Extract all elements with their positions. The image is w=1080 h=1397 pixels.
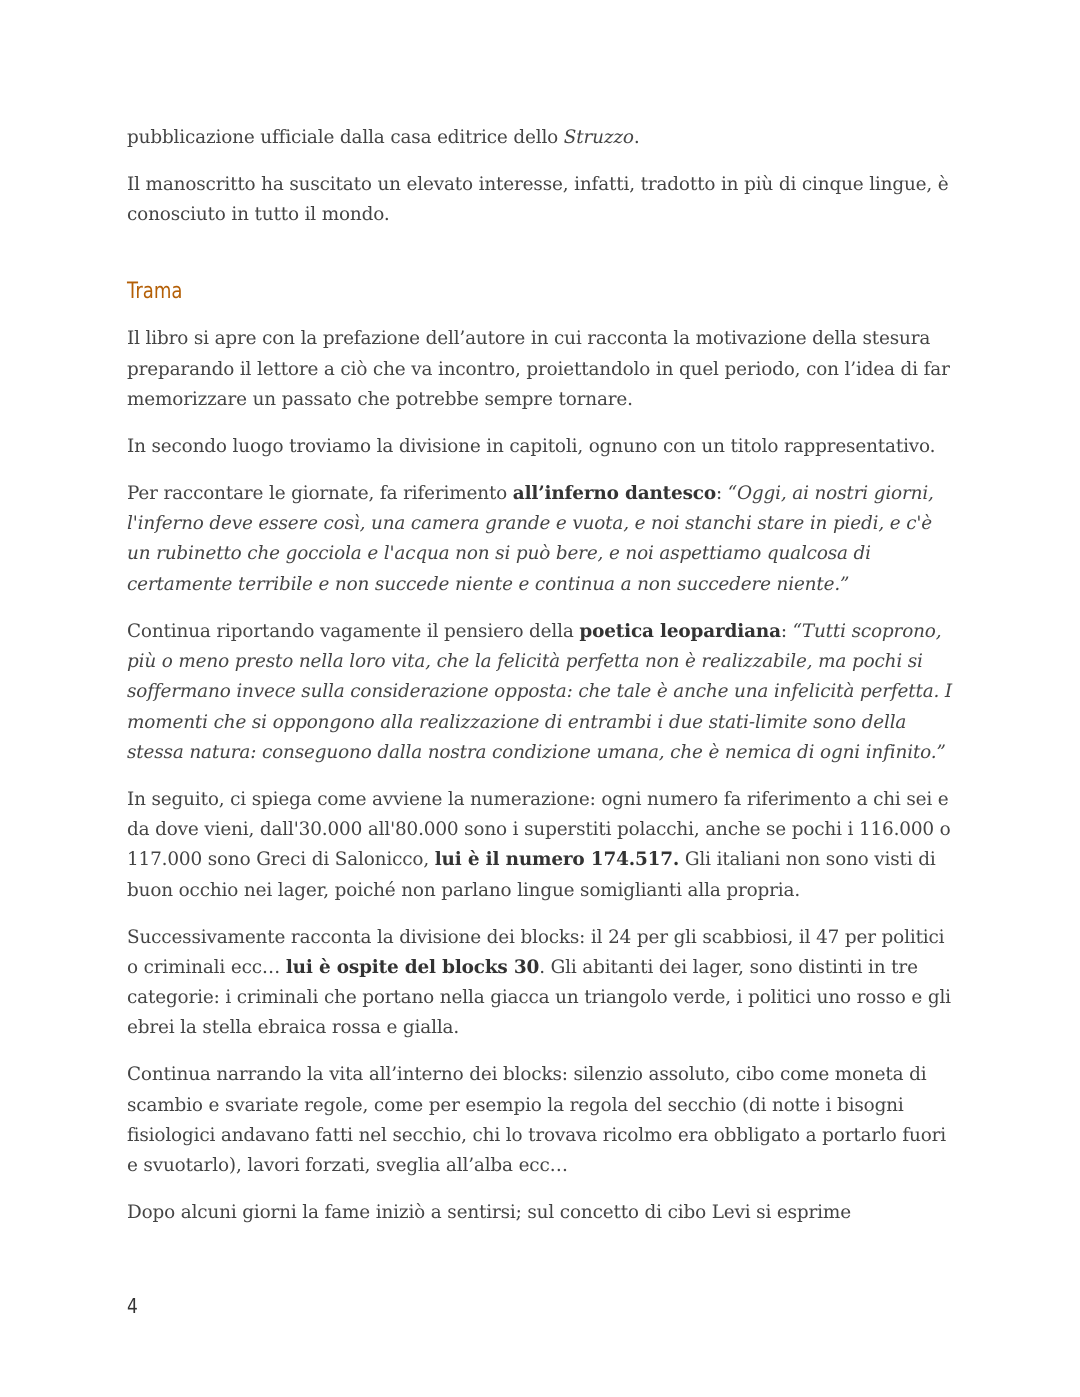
paragraph-chapters: In secondo luogo troviamo la divisione in capitoli, ognuno con un titolo rappresentativo. bbox=[127, 435, 936, 457]
inferno-quote: “Oggi, ai nostri giorni, l'inferno deve essere così, una camera grande e vuota, e noi stanchi stare in piedi, e c'è un rubinetto che gocciola e l'acqua non si può bere, e noi aspettiamo qualcosa di certamente terribile e non succede niente e continua a non succedere niente.” bbox=[127, 482, 934, 595]
numbering-bold: lui è il numero 174.517. bbox=[434, 849, 680, 871]
blocks-intro: Successivamente racconta la divisione dei blocks: il 24 per gli scabbiosi, il 47 per politici o criminali ecc… bbox=[127, 926, 945, 978]
paragraph-hunger: Dopo alcuni giorni la fame iniziò a sentirsi; sul concetto di cibo Levi si esprime bbox=[127, 1202, 851, 1224]
leopardi-bold: poetica leopardiana bbox=[579, 620, 781, 642]
inferno-bold: all’inferno dantesco bbox=[512, 482, 716, 504]
paragraph-publication bbox=[127, 123, 957, 153]
publisher-name: Struzzo bbox=[563, 127, 634, 148]
inferno-intro: Per raccontare le giornate, fa riferimento bbox=[127, 482, 513, 504]
paragraph-numbering bbox=[127, 785, 957, 906]
publication-end: . bbox=[633, 127, 640, 148]
paragraph-translations: Il manoscritto ha suscitato un elevato interesse, infatti, tradotto in più di cinque lingue, è conosciuto in tutto il mondo. bbox=[127, 173, 949, 226]
leopardi-colon: : bbox=[780, 620, 793, 642]
page-content bbox=[127, 123, 957, 1245]
leopardi-intro: Continua riportando vagamente il pensiero della bbox=[127, 620, 580, 642]
numbering-end: Gli italiani non sono visti di buon occhio nei lager, poiché non parlano lingue somiglianti alla propria. bbox=[127, 849, 936, 901]
paragraph-life-in-blocks: Continua narrando la vita all’interno dei blocks: silenzio assoluto, cibo come moneta di scambio e svariate regole, come per esempio la regola del secchio (di notte i bisogni fisiologici andavano fatti nel secchio, chi lo trovava ricolmo era obbligato a portarlo fuori e svuotarlo), lavori forzati, sveglia all’alba ecc… bbox=[127, 1064, 947, 1177]
blocks-bold: lui è ospite del blocks 30 bbox=[285, 956, 540, 978]
paragraph-preface: Il libro si apre con la prefazione dell’autore in cui racconta la motivazione della stesura preparando il lettore a ciò che va incontro, proiettandolo in quel periodo, con l’idea di far memorizzare un passato che potrebbe sempre tornare. bbox=[127, 328, 950, 411]
section-heading-trama: Trama bbox=[127, 279, 183, 305]
paragraph-inferno bbox=[127, 479, 957, 600]
publication-text: pubblicazione ufficiale dalla casa editrice dello bbox=[127, 127, 564, 148]
leopardi-quote: “Tutti scoprono, più o meno presto nella loro vita, che la felicità perfetta non è realizzabile, ma pochi si soffermano invece sulla considerazione opposta: che tale è anche una infelicità perfetta. I momenti che si oppongono alla realizzazione di entrambi i due stati-limite sono della stessa natura: conseguono dalla nostra condizione umana, che è nemica di ogni infinito.” bbox=[127, 620, 953, 763]
inferno-colon: : bbox=[715, 482, 728, 504]
page-number: 4 bbox=[127, 1294, 138, 1318]
blocks-end: . Gli abitanti dei lager, sono distinti in tre categorie: i criminali che portano nella giacca un triangolo verde, i politici uno rosso e gli ebrei la stella ebraica rossa e gialla. bbox=[127, 956, 951, 1039]
paragraph-blocks bbox=[127, 923, 957, 1044]
paragraph-leopardi bbox=[127, 617, 957, 768]
numbering-intro: In seguito, ci spiega come avviene la numerazione: ogni numero fa riferimento a chi sei e da dove vieni, dall'30.000 all'80.000 sono i superstiti polacchi, anche se pochi i 116.000 o 117.000 sono Greci di Salonicco, bbox=[127, 788, 951, 871]
